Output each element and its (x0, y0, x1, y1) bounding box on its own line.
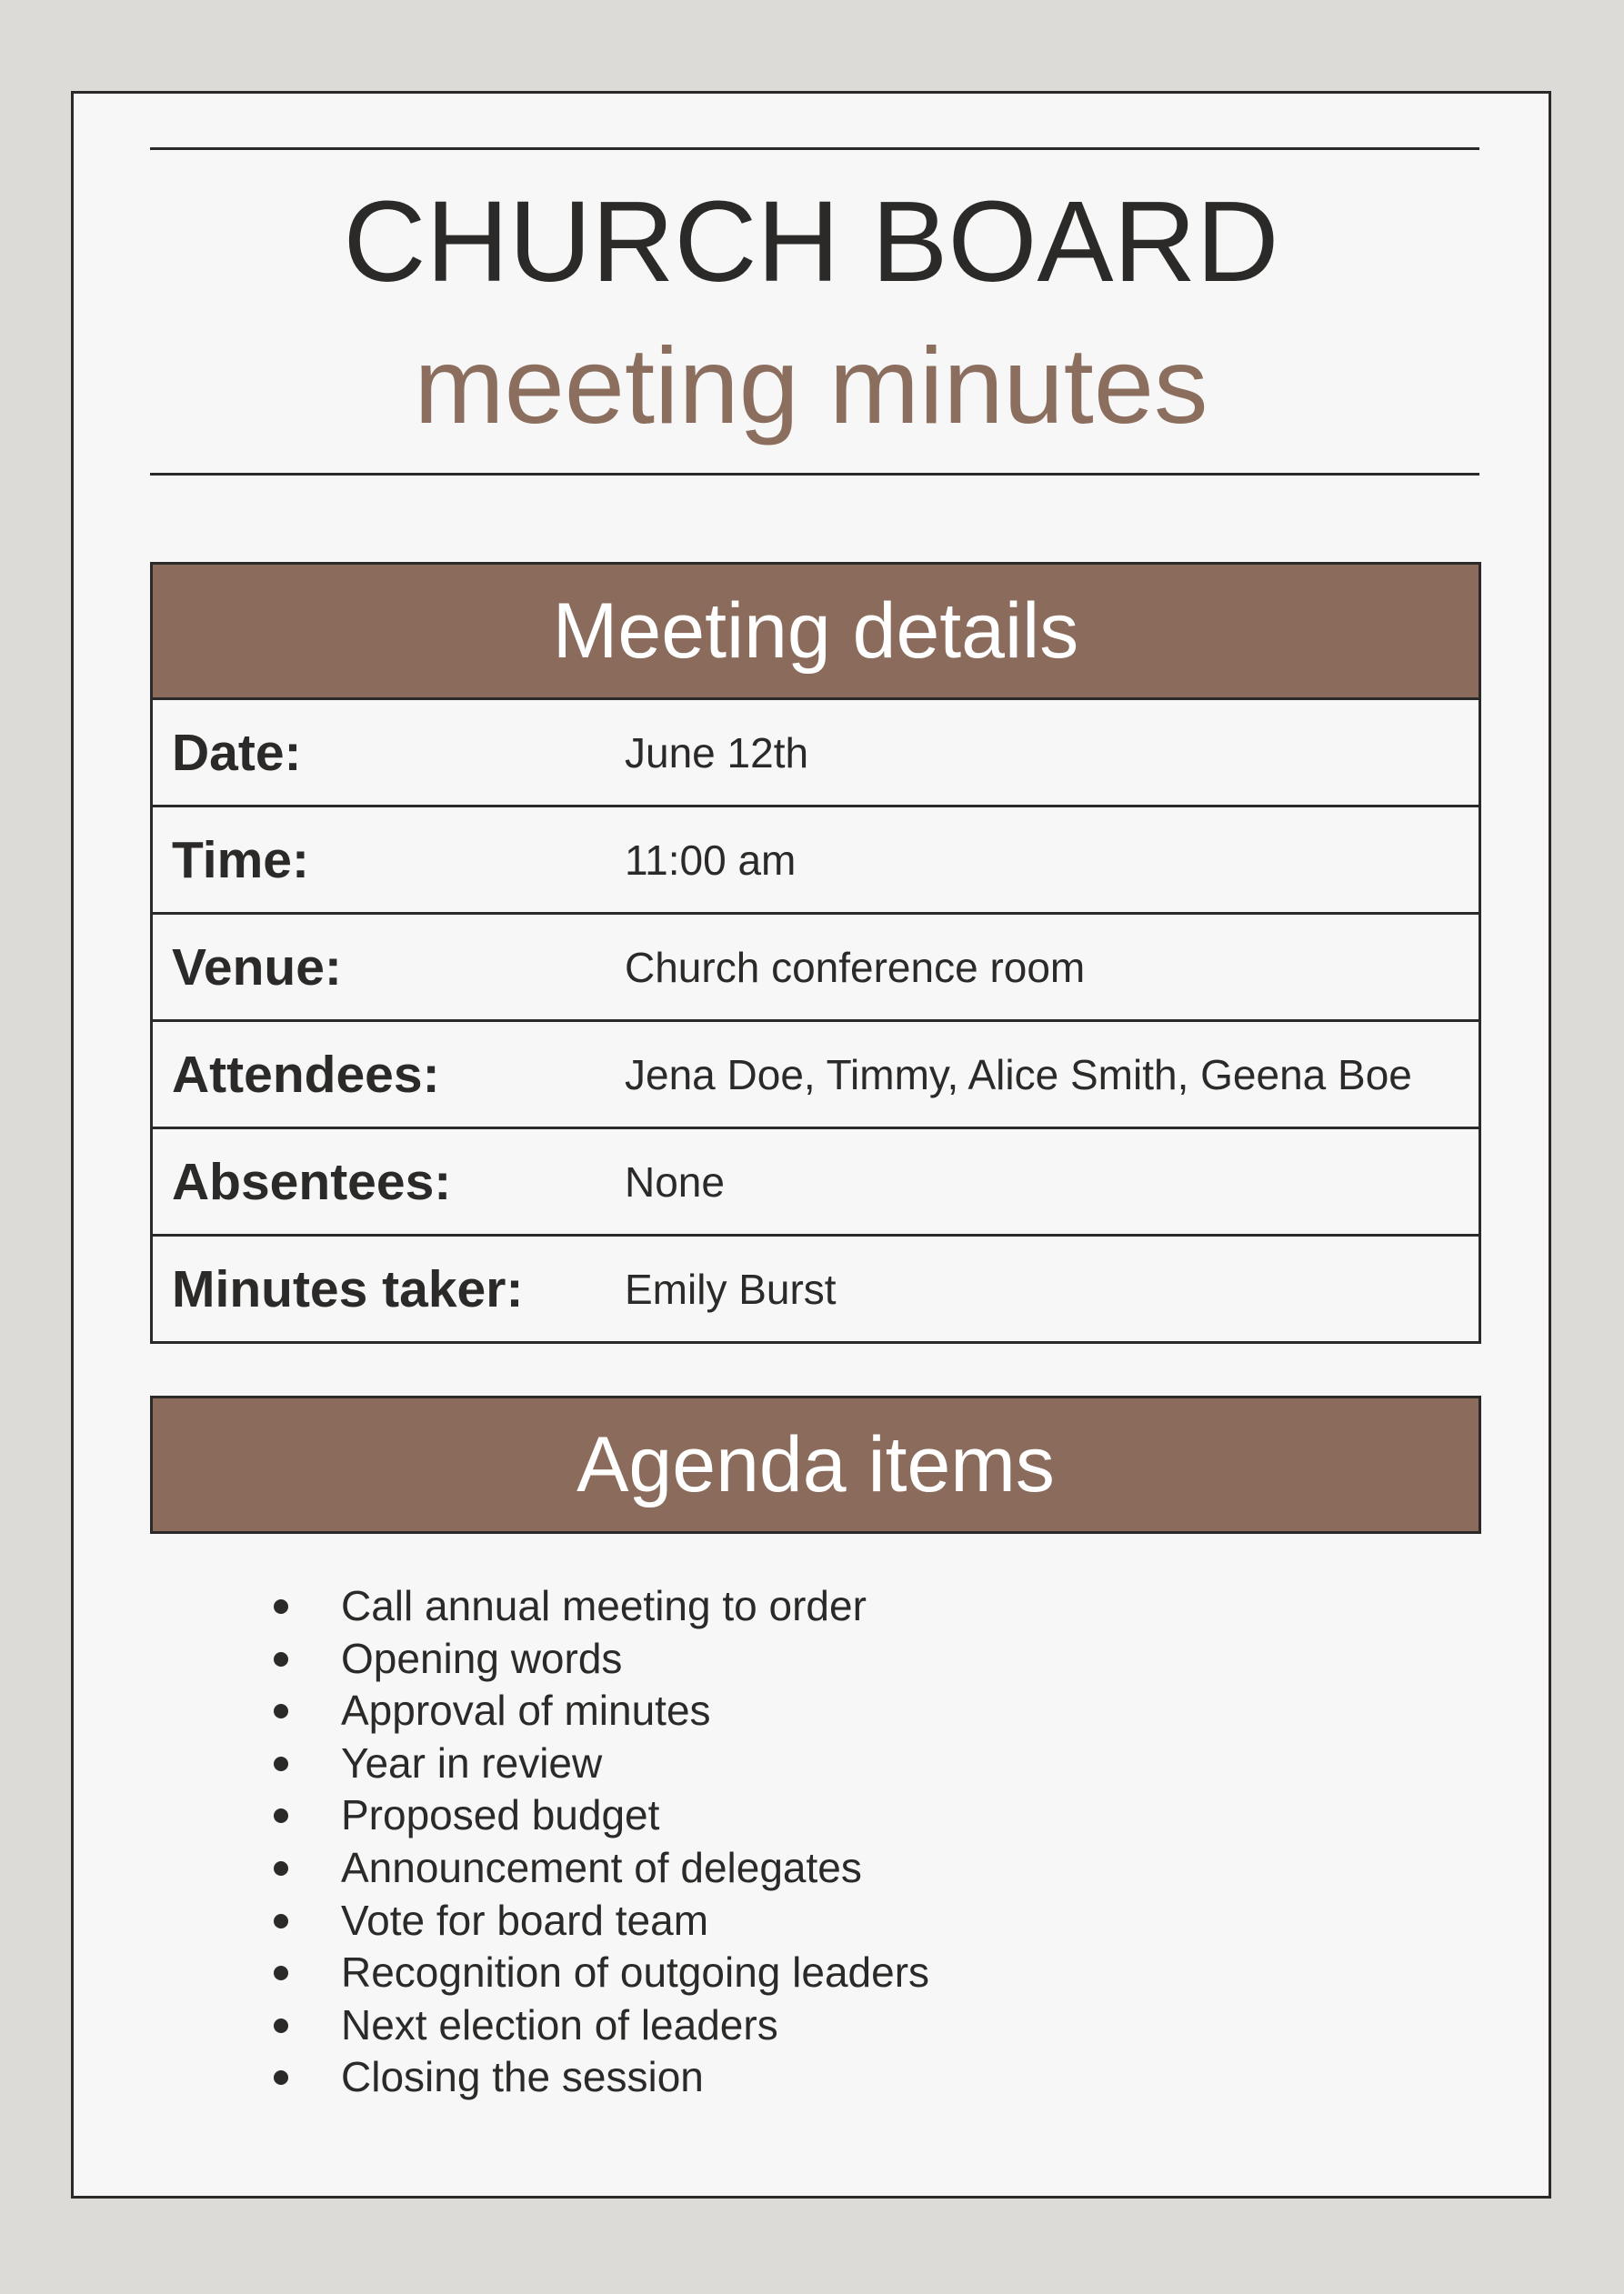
details-row-time (152, 806, 1480, 914)
top-divider (150, 147, 1479, 150)
agenda-item: Opening words (268, 1633, 929, 1686)
details-label: Attendees: (152, 1021, 626, 1128)
meeting-details-table (150, 700, 1481, 1344)
minutes-sheet (71, 91, 1551, 2199)
agenda-item: Vote for board team (268, 1895, 929, 1948)
agenda-item: Closing the session (268, 2051, 929, 2104)
details-row-attendees (152, 1021, 1480, 1128)
agenda-item: Proposed budget (268, 1789, 929, 1842)
details-value: Emily Burst (625, 1236, 1480, 1343)
details-value: June 12th (625, 700, 1480, 806)
agenda-list (268, 1580, 929, 2104)
title-bottom-divider (150, 473, 1479, 476)
details-value: 11:00 am (625, 806, 1480, 914)
details-label: Venue: (152, 914, 626, 1021)
agenda-item: Next election of leaders (268, 1999, 929, 2052)
agenda-item: Recognition of outgoing leaders (268, 1947, 929, 1999)
details-row-venue (152, 914, 1480, 1021)
agenda-item: Year in review (268, 1738, 929, 1790)
details-label: Minutes taker: (152, 1236, 626, 1343)
agenda-items-heading: Agenda items (150, 1396, 1481, 1534)
agenda-item: Approval of minutes (268, 1685, 929, 1738)
document-title: CHURCH BOARD (343, 177, 1279, 306)
meeting-details-heading: Meeting details (150, 562, 1481, 700)
details-value: Jena Doe, Timmy, Alice Smith, Geena Boe (625, 1021, 1480, 1128)
details-value: None (625, 1128, 1480, 1236)
details-label: Absentees: (152, 1128, 626, 1236)
details-row-absentees (152, 1128, 1480, 1236)
details-label: Time: (152, 806, 626, 914)
document-subtitle: meeting minutes (414, 326, 1208, 446)
details-row-minutes-taker (152, 1236, 1480, 1343)
details-row-date (152, 700, 1480, 806)
details-value: Church conference room (625, 914, 1480, 1021)
details-label: Date: (152, 700, 626, 806)
agenda-item: Announcement of delegates (268, 1842, 929, 1895)
agenda-item: Call annual meeting to order (268, 1580, 929, 1633)
